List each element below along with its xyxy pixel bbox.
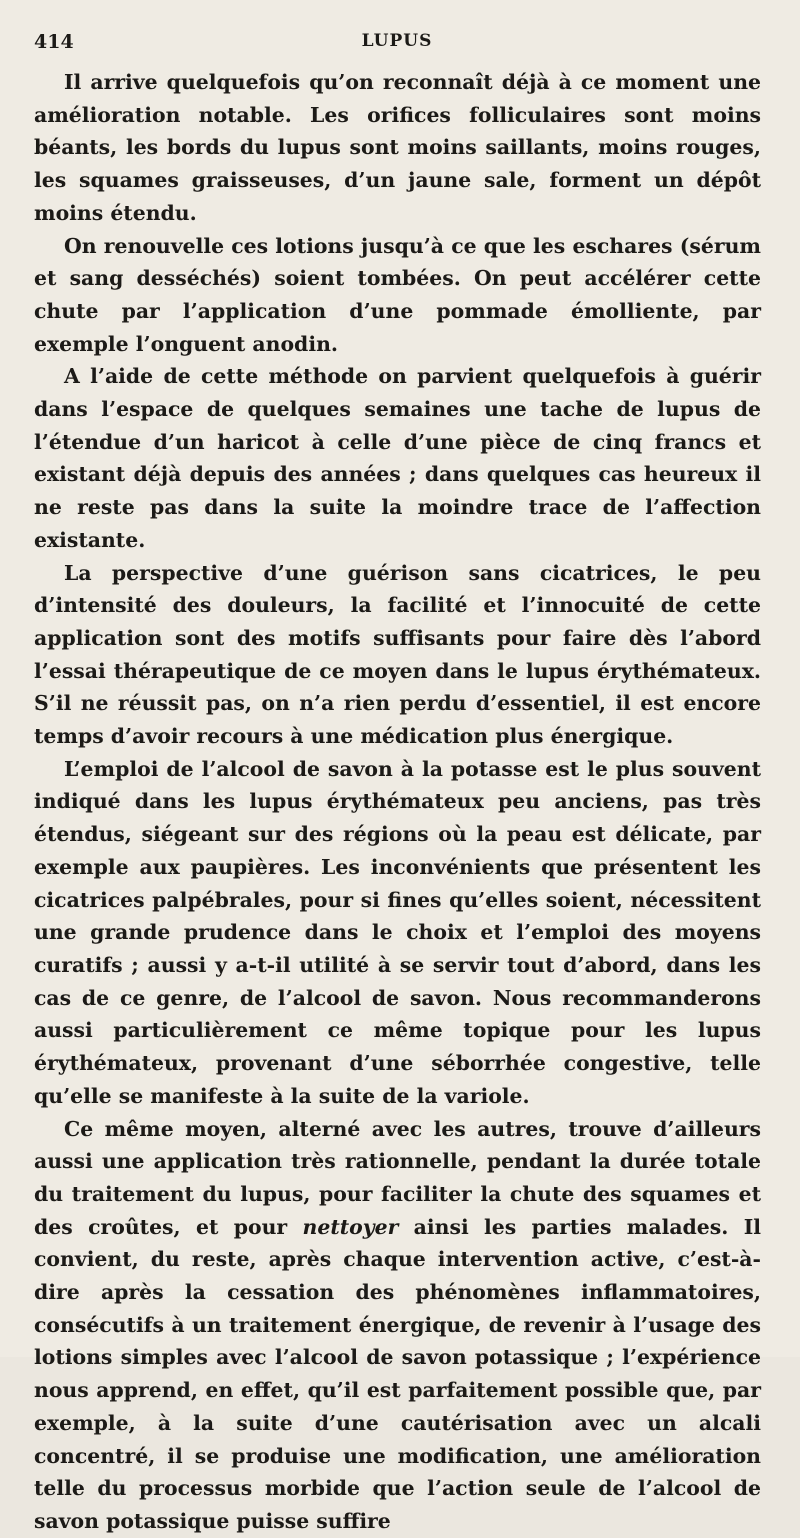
page-header [34, 31, 760, 53]
paragraph-2: On renouvelle ces lotions jusqu’à ce que les eschares (sérum et sang desséchés) soient tombées. On peut accélérer cette chute par l’application d’une pommade émolliente, par exemple l’onguent anodin. [34, 233, 761, 356]
page-body [34, 66, 761, 1538]
paragraph-5: L’emploi de l’alcool de savon à la potasse est le plus souvent indiqué dans les lupus érythémateux peu anciens, pas très étendus, siégeant sur des régions où la peau est délicate, par exemple aux paupières. Les inconvénients que présentent les cicatrices palpébrales, pour si fines qu’elles soient, nécessitent une grande prudence dans le choix et l’emploi des moyens curatifs ; aussi y a-t-il utilité à se servir tout d’abord, dans les cas de ce genre, de l’alcool de savon. Nous recommanderons aussi particulièrement ce même topique pour les lupus érythémateux, provenant d’une séborrhée congestive, telle qu’elle se manifeste à la suite de la variole. [34, 756, 761, 1108]
paragraph-3: A l’aide de cette méthode on parvient quelquefois à guérir dans l’espace de quelques semaines une tache de lupus de l’étendue d’un haricot à celle d’une pièce de cinq francs et existant déjà depuis des années ; dans quelques cas heureux il ne reste pas dans la suite la moindre trace de l’affection existante. [34, 364, 761, 552]
italic-word: nettoyer [302, 1214, 399, 1239]
running-title: LUPUS [361, 31, 433, 51]
paragraph-1: Il arrive quelquefois qu’on reconnaît déjà à ce moment une amélioration notable. Les orifices folliculaires sont moins béants, les bords du lupus sont moins saillants, moins rouges, les squames graisseuses, d’un jaune sale, forment un dépôt moins étendu. [34, 70, 761, 225]
paragraph-6-text-start: Ce même moyen, alterné avec les autres, trouve d’ailleurs aussi une application très rationnelle, pendant la durée totale du traitement du lupus, pour faciliter la chute des squames et des croûtes, et pour [34, 1116, 761, 1239]
paragraph-6-text-end: ainsi les parties malades. Il convient, du reste, après chaque intervention active, c’est-à-dire après la cessation des phénomènes inflammatoires, consécutifs à un traitement énergique, de revenir à l’usage des lotions simples avec l’alcool de savon potassique ; l’expérience nous apprend, en effet, qu’il est parfaitement possible que, par exemple, à la suite d’une cautérisation avec un alcali concentré, il se produise une modification, une amélioration telle du processus morbide que l’action seule de l’alcool de savon potassique puisse suffire [34, 1214, 761, 1533]
page-number: 414 [34, 31, 74, 53]
paragraph-4: La perspective d’une guérison sans cicatrices, le peu d’intensité des douleurs, la facilité et l’innocuité de cette application sont des motifs suffisants pour faire dès l’abord l’essai thérapeutique de ce moyen dans le lupus érythémateux. S’il ne réussit pas, on n’a rien perdu d’essentiel, il est encore temps d’avoir recours à une médication plus énergique. [34, 560, 761, 749]
paragraph-6 [34, 1113, 761, 1538]
